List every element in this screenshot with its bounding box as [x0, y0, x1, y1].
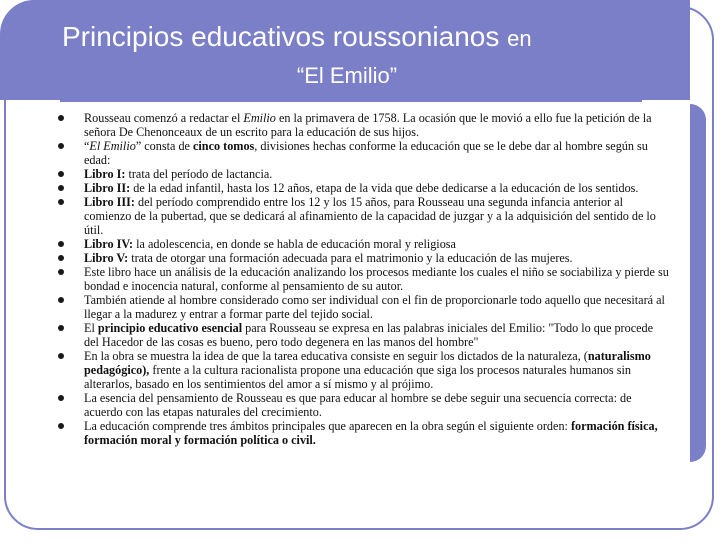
bullet-dot-icon [58, 395, 64, 401]
list-item: También atiende al hombre considerado como ser individual con el fin de proporcionarle todo aquello que necesitará al llegar a la madurez y entrar a formar parte del tejido social. [58, 293, 670, 321]
bullet-dot-icon [58, 325, 64, 331]
title-small: en [507, 26, 532, 51]
bullet-dot-icon [58, 353, 64, 359]
bullet-dot-icon [58, 255, 64, 261]
title-line-1 [62, 18, 632, 58]
list-item: Libro III: del período comprendido entre los 12 y los 15 años, para Rousseau una segunda infancia anterior al comienzo de la pubertad, que se dedicará al afinamiento de la capacidad de juzgar y a la adquisición del sentido de lo útil. [58, 195, 670, 237]
list-item: “El Emilio” consta de cinco tomos, divisiones hechas conforme la educación que se le debe dar al hombre según su edad: [58, 139, 670, 167]
list-item: La educación comprende tres ámbitos principales que aparecen en la obra según el siguiente orden: formación física, formación moral y formación política o civil. [58, 419, 670, 447]
bullet-dot-icon [58, 269, 64, 275]
bullet-dot-icon [58, 143, 64, 149]
bullet-dot-icon [58, 185, 64, 191]
bullet-list [58, 111, 670, 447]
bullet-dot-icon [58, 171, 64, 177]
bullet-dot-icon [58, 241, 64, 247]
title-main: Principios educativos roussonianos [62, 21, 500, 52]
right-accent-bar [690, 104, 706, 462]
title-line-2: “El Emilio” [296, 63, 398, 88]
bullet-dot-icon [58, 199, 64, 205]
list-item: El principio educativo esencial para Rousseau se expresa en las palabras iniciales del Emilio: "Todo lo que procede del Hacedor de las cosas es bueno, pero todo degenera en las manos del hombre" [58, 321, 670, 349]
list-item: Libro IV: la adolescencia, en donde se habla de educación moral y religiosa [58, 237, 670, 251]
bullet-dot-icon [58, 115, 64, 121]
list-item: Libro I: trata del período de lactancia. [58, 167, 670, 181]
list-item: Este libro hace un análisis de la educación analizando los procesos mediante los cuales el niño se sociabiliza y pierde su bondad e inocencia natural, conforme al pensamiento de su autor. [58, 265, 670, 293]
bullet-dot-icon [58, 423, 64, 429]
list-item: Libro II: de la edad infantil, hasta los 12 años, etapa de la vida que debe dedicarse a la educación de los sentidos. [58, 181, 670, 195]
list-item: Rousseau comenzó a redactar el Emilio en la primavera de 1758. La ocasión que le movió a ello fue la petición de la señora De Chenonceaux de un escrito para la educación de sus hijos. [58, 111, 670, 139]
title-underline [60, 100, 642, 102]
list-item: La esencia del pensamiento de Rousseau es que para educar al hombre se debe seguir una secuencia correcta: de acuerdo con las etapas naturales del crecimiento. [58, 391, 670, 419]
bullet-dot-icon [58, 297, 64, 303]
list-item: Libro V: trata de otorgar una formación adecuada para el matrimonio y la educación de las mujeres. [58, 251, 670, 265]
list-item: En la obra se muestra la idea de que la tarea educativa consiste en seguir los dictados de la naturaleza, (naturalismo pedagógico), frente a la cultura racionalista propone una educación que siga los procesos naturales humanos sin alterarlos, basado en los sentimientos del amor a sí mismo y al prójimo. [58, 349, 670, 391]
slide-title [62, 18, 632, 94]
